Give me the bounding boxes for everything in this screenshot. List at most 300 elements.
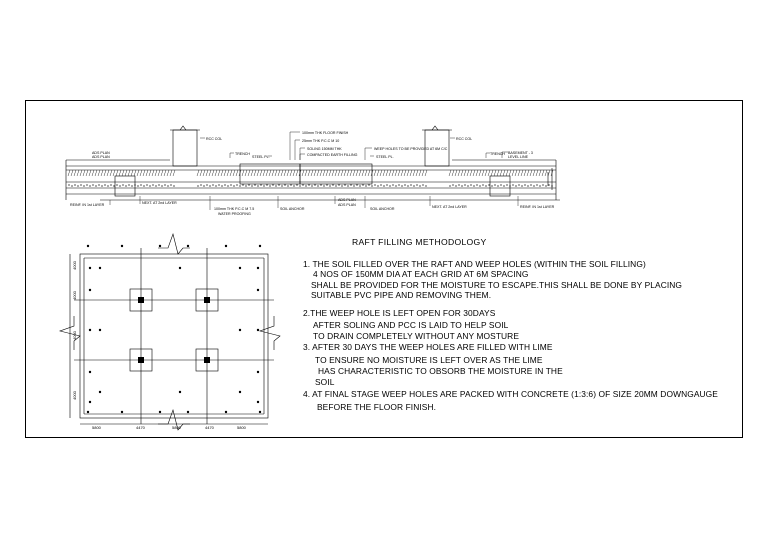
plan-dim-bottom: 5800 [237,425,246,430]
hatch-line [110,170,112,176]
plan-dot [239,329,241,331]
hatch-line [410,170,412,176]
hatch-line [353,170,355,176]
rebar-dot [348,186,349,187]
rebar-dot [474,186,475,187]
hatch-line [491,170,493,176]
hatch-line [344,170,346,176]
raft-plan-drawing [60,234,280,430]
plan-dot [257,289,259,291]
rebar-dot [93,185,94,186]
hatch-line [263,170,265,176]
hatch-line [476,170,478,176]
rebar-dot [282,186,283,187]
hatch-line [200,170,202,176]
hatch-line [461,170,463,176]
hatch-line [419,170,421,176]
hatch-line [323,170,325,176]
rebar-dot [516,186,517,187]
hatch-line [398,170,400,176]
rebar-dot [255,185,256,186]
rebar-dot [351,185,352,186]
hatch-line [164,170,166,176]
rebar-dot [477,185,478,186]
hatch-line [89,170,91,176]
rebar-dot [408,186,409,187]
rebar-dot [84,186,85,187]
rebar-dot [201,185,202,186]
hatch-line [230,170,232,176]
plan-dot [99,267,101,269]
hatch-line [533,170,535,176]
hatch-line [167,170,169,176]
rebar-dot [111,185,112,186]
label-rcc-col-right: RCC COL [456,137,473,141]
rebar-dot [315,185,316,186]
hatch-line [215,170,217,176]
label-edge-left-1: ADS PLAN [92,151,110,155]
label-floor-finish: 100mm THK FLOOR FINISH [302,131,349,135]
rebar-dot [417,185,418,186]
hatch-line [512,170,514,176]
rebar-dot [108,186,109,187]
hatch-line [452,170,454,176]
rebar-dot [198,186,199,187]
hatch-line [146,170,148,176]
hatch-line [473,170,475,176]
rebar-dot [456,186,457,187]
rebar-dot [336,186,337,187]
hatch-line [311,170,313,176]
rebar-dot [75,185,76,186]
hatch-line [296,170,298,176]
plan-dim-left: 4000 [72,261,77,270]
plan-dim-left: 4000 [72,291,77,300]
label-weep: WEEP HOLES TO BE PROVIDED AT 6M C/C [374,147,448,151]
rebar-dot [147,185,148,186]
plan-dot [89,267,91,269]
hatch-line [500,170,502,176]
label-reinf-right: REINF. IN 1st LAYER [520,205,555,209]
rebar-dot [117,185,118,186]
hatch-line [170,170,172,176]
hatch-line [284,170,286,176]
rebar-dot [495,185,496,186]
rebar-dot [375,185,376,186]
rebar-dot [204,186,205,187]
rebar-dot [396,186,397,187]
plan-dot [99,329,101,331]
hatch-line [506,170,508,176]
rebar-dot [333,185,334,186]
rebar-dot [534,186,535,187]
hatch-line [515,170,517,176]
hatch-line [320,170,322,176]
hatch-line [278,170,280,176]
hatch-line [497,170,499,176]
rebar-dot [249,185,250,186]
rebar-dot [300,186,301,187]
plan-dot [89,371,91,373]
note-line: TO DRAIN COMPLETELY WITHOUT ANY MOSTURE [313,331,520,341]
hatch-line [134,170,136,176]
hatch-line [122,170,124,176]
rebar-dot [261,185,262,186]
rebar-dot [363,185,364,186]
hatch-line [470,170,472,176]
note-line: 2.THE WEEP HOLE IS LEFT OPEN FOR 30DAYS [303,308,496,318]
rebar-dot [243,185,244,186]
label-edge-left-2: ADS PLAN [92,155,110,159]
hatch-line [92,170,94,176]
rebar-dot [378,186,379,187]
hatch-line [368,170,370,176]
hatch-line [536,170,538,176]
rebar-dot [345,185,346,186]
hatch-line [155,170,157,176]
rebar-dot [504,186,505,187]
hatch-line [98,170,100,176]
rebar-dot [207,185,208,186]
hatch-line [329,170,331,176]
hatch-line [479,170,481,176]
hatch-line [242,170,244,176]
plan-dot [179,391,181,393]
rebar-dot [291,185,292,186]
plan-dot [89,401,91,403]
rebar-dot [420,186,421,187]
hatch-line [530,170,532,176]
hatch-line [233,170,235,176]
label-soil-anchor-left: SOIL ANCHOR [280,207,305,211]
rebar-dot [276,186,277,187]
rebar-dot [285,185,286,186]
rebar-dot [453,185,454,186]
rebar-dot [468,186,469,187]
rebar-dot [132,186,133,187]
label-pcc: 25mm THK P.C.C M 10 [302,139,340,143]
rebar-dot [510,186,511,187]
hatch-line [197,170,199,176]
plan-dot [259,245,261,247]
rebar-dot [216,186,217,187]
rebar-dot [459,185,460,186]
hatch-line [251,170,253,176]
rebar-dot [552,186,553,187]
hatch-line [527,170,529,176]
hatch-line [395,170,397,176]
rebar-dot [486,186,487,187]
rebar-dot [156,186,157,187]
plan-dot [121,245,123,247]
hatch-line [227,170,229,176]
hatch-line [107,170,109,176]
rebar-dot [405,185,406,186]
hatch-line [260,170,262,176]
rebar-dot [150,186,151,187]
hatch-line [203,170,205,176]
hatch-line [275,170,277,176]
plan-dot [121,411,123,413]
plan-dot [159,411,161,413]
hatch-line [257,170,259,176]
rebar-dot [96,186,97,187]
hatch-line [335,170,337,176]
rebar-dot [69,185,70,186]
rebar-dot [270,186,271,187]
rebar-dot [393,185,394,186]
plan-dot [87,411,89,413]
label-reinf-left: REINF. IN 1st LAYER [70,203,105,207]
hatch-line [539,170,541,176]
rebar-dot [480,186,481,187]
rebar-dot [78,186,79,187]
hatch-line [464,170,466,176]
rebar-dot [507,185,508,186]
rebar-dot [264,186,265,187]
hatch-line [161,170,163,176]
rebar-dot [528,186,529,187]
plan-dot [239,267,241,269]
rebar-dot [123,185,124,186]
label-pcc-bottom: 100mm THK P.C.C M 7.5 [214,207,255,211]
hatch-line [467,170,469,176]
rebar-dot [411,185,412,186]
hatch-line [71,170,73,176]
label-next-left: NEXT. AT 2nd LAYER [142,201,177,205]
rebar-dot [306,186,307,187]
hatch-line [113,170,115,176]
rebar-dot [327,185,328,186]
hatch-line [74,170,76,176]
rebar-dot [99,185,100,186]
hatch-line [362,170,364,176]
plan-dot [179,267,181,269]
rebar-dot [144,186,145,187]
hatch-line [116,170,118,176]
hatch-line [290,170,292,176]
hatch-line [422,170,424,176]
hatch-line [68,170,70,176]
note-line: 3. AFTER 30 DAYS THE WEEP HOLES ARE FILLED WITH LIME [303,342,553,352]
rebar-dot [390,186,391,187]
plan-dot [257,329,259,331]
hatch-line [302,170,304,176]
label-rcc-col-left: RCC COL [206,137,223,141]
plan-dot [87,245,89,247]
rebar-dot [513,185,514,186]
rebar-dot [471,185,472,186]
hatch-line [404,170,406,176]
hatch-line [221,170,223,176]
hatch-line [503,170,505,176]
plan-dim-bottom: 4470 [136,425,145,430]
rebar-dot [258,186,259,187]
hatch-line [509,170,511,176]
hatch-line [125,170,127,176]
note-line: BEFORE THE FLOOR FINISH. [317,402,437,412]
hatch-line [407,170,409,176]
hatch-line [131,170,133,176]
rebar-dot [72,186,73,187]
rebar-dot [102,186,103,187]
hatch-line [386,170,388,176]
hatch-line [281,170,283,176]
rebar-dot [450,186,451,187]
rebar-dot [267,185,268,186]
rebar-dot [546,186,547,187]
rebar-dot [312,186,313,187]
rebar-dot [234,186,235,187]
rebar-dot [342,186,343,187]
hatch-line [95,170,97,176]
hatch-line [83,170,85,176]
hatch-line [341,170,343,176]
label-ads-plan-1: ADS PLAN [338,198,356,202]
rebar-dot [360,186,361,187]
rebar-dot [228,186,229,187]
rebar-dot [237,185,238,186]
rebar-dot [492,186,493,187]
rebar-dot [162,186,163,187]
rebar-dot [384,186,385,187]
plan-dot [257,371,259,373]
note-line: AFTER SOLING AND PCC IS LAID TO HELP SOIL [313,320,509,330]
plan-dim-left: 4000 [72,331,77,340]
hatch-line [413,170,415,176]
label-steel-left: STEEL PL. [252,155,270,159]
rebar-dot [309,185,310,186]
hatch-line [482,170,484,176]
rebar-dot [531,185,532,186]
label-level-line: LEVEL LINE [508,155,529,159]
plan-dot [99,391,101,393]
hatch-line [128,170,130,176]
rebar-dot [165,185,166,186]
rebar-dot [483,185,484,186]
plan-dot [239,391,241,393]
hatch-line [305,170,307,176]
hatch-line [143,170,145,176]
hatch-line [209,170,211,176]
rebar-dot [279,185,280,186]
hatch-line [455,170,457,176]
rebar-dot [372,186,373,187]
hatch-line [137,170,139,176]
plan-dot [257,267,259,269]
plan-dot [159,245,161,247]
hatch-line [524,170,526,176]
rebar-dot [114,186,115,187]
rebar-dot [549,185,550,186]
hatch-line [365,170,367,176]
rebar-dot [519,185,520,186]
hatch-line [350,170,352,176]
rebar-dot [540,186,541,187]
rebar-dot [210,186,211,187]
hatch-line [521,170,523,176]
rebar-dot [213,185,214,186]
label-soling: SOLING 150MM THK [307,147,342,151]
rebar-dot [87,185,88,186]
rebar-dot [246,186,247,187]
rebar-dot [303,185,304,186]
hatch-line [158,170,160,176]
rebar-dot [324,186,325,187]
rebar-dot [273,185,274,186]
label-soil-anchor-right: SOIL ANCHOR [370,207,395,211]
rebar-dot [501,185,502,186]
rebar-dot [288,186,289,187]
rebar-dot [357,185,358,186]
rebar-dot [219,185,220,186]
rebar-dot [369,185,370,186]
plan-dot [187,411,189,413]
hatch-line [542,170,544,176]
hatch-line [80,170,82,176]
hatch-line [152,170,154,176]
hatch-line [383,170,385,176]
rebar-dot [222,186,223,187]
hatch-line [416,170,418,176]
rebar-dot [423,185,424,186]
hatch-line [485,170,487,176]
rebar-dot [402,186,403,187]
hatch-line [119,170,121,176]
rebar-dot [129,185,130,186]
hatch-line [356,170,358,176]
rebar-dot [525,185,526,186]
hatch-line [236,170,238,176]
hatch-line [545,170,547,176]
rebar-dot [240,186,241,187]
hatch-line [380,170,382,176]
rebar-dot [174,186,175,187]
hatch-line [359,170,361,176]
hatch-line [392,170,394,176]
hatch-line [449,170,451,176]
hatch-line [272,170,274,176]
hatch-line [425,170,427,176]
plan-dim-bottom: 4470 [205,425,214,430]
hatch-line [245,170,247,176]
plan-dot [89,329,91,331]
note-line: 1. THE SOIL FILLED OVER THE RAFT AND WEEP HOLES (WITHIN THE SOIL FILLING) [303,259,646,269]
note-line: TO ENSURE NO MOISTURE IS LEFT OVER AS THE LIME [315,355,543,365]
rebar-dot [135,185,136,186]
rebar-dot [387,185,388,186]
note-line: SHALL BE PROVIDED FOR THE MOISTURE TO ESCAPE.THIS SHALL BE DONE BY PLACING [311,280,683,290]
hatch-line [254,170,256,176]
label-next-right: NEXT. AT 2nd LAYER [432,205,467,209]
rebar-dot [489,185,490,186]
label-steel-right: STEEL PL. [376,155,394,159]
rebar-dot [354,186,355,187]
hatch-line [77,170,79,176]
hatch-line [488,170,490,176]
hatch-line [347,170,349,176]
rebar-dot [462,186,463,187]
hatch-line [287,170,289,176]
rebar-dot [297,185,298,186]
rebar-dot [366,186,367,187]
rebar-dot [171,185,172,186]
rebar-dot [522,186,523,187]
rebar-dot [231,185,232,186]
hatch-line [458,170,460,176]
plan-dot [257,401,259,403]
label-waterproofing: WATER PROOFING [218,212,251,216]
